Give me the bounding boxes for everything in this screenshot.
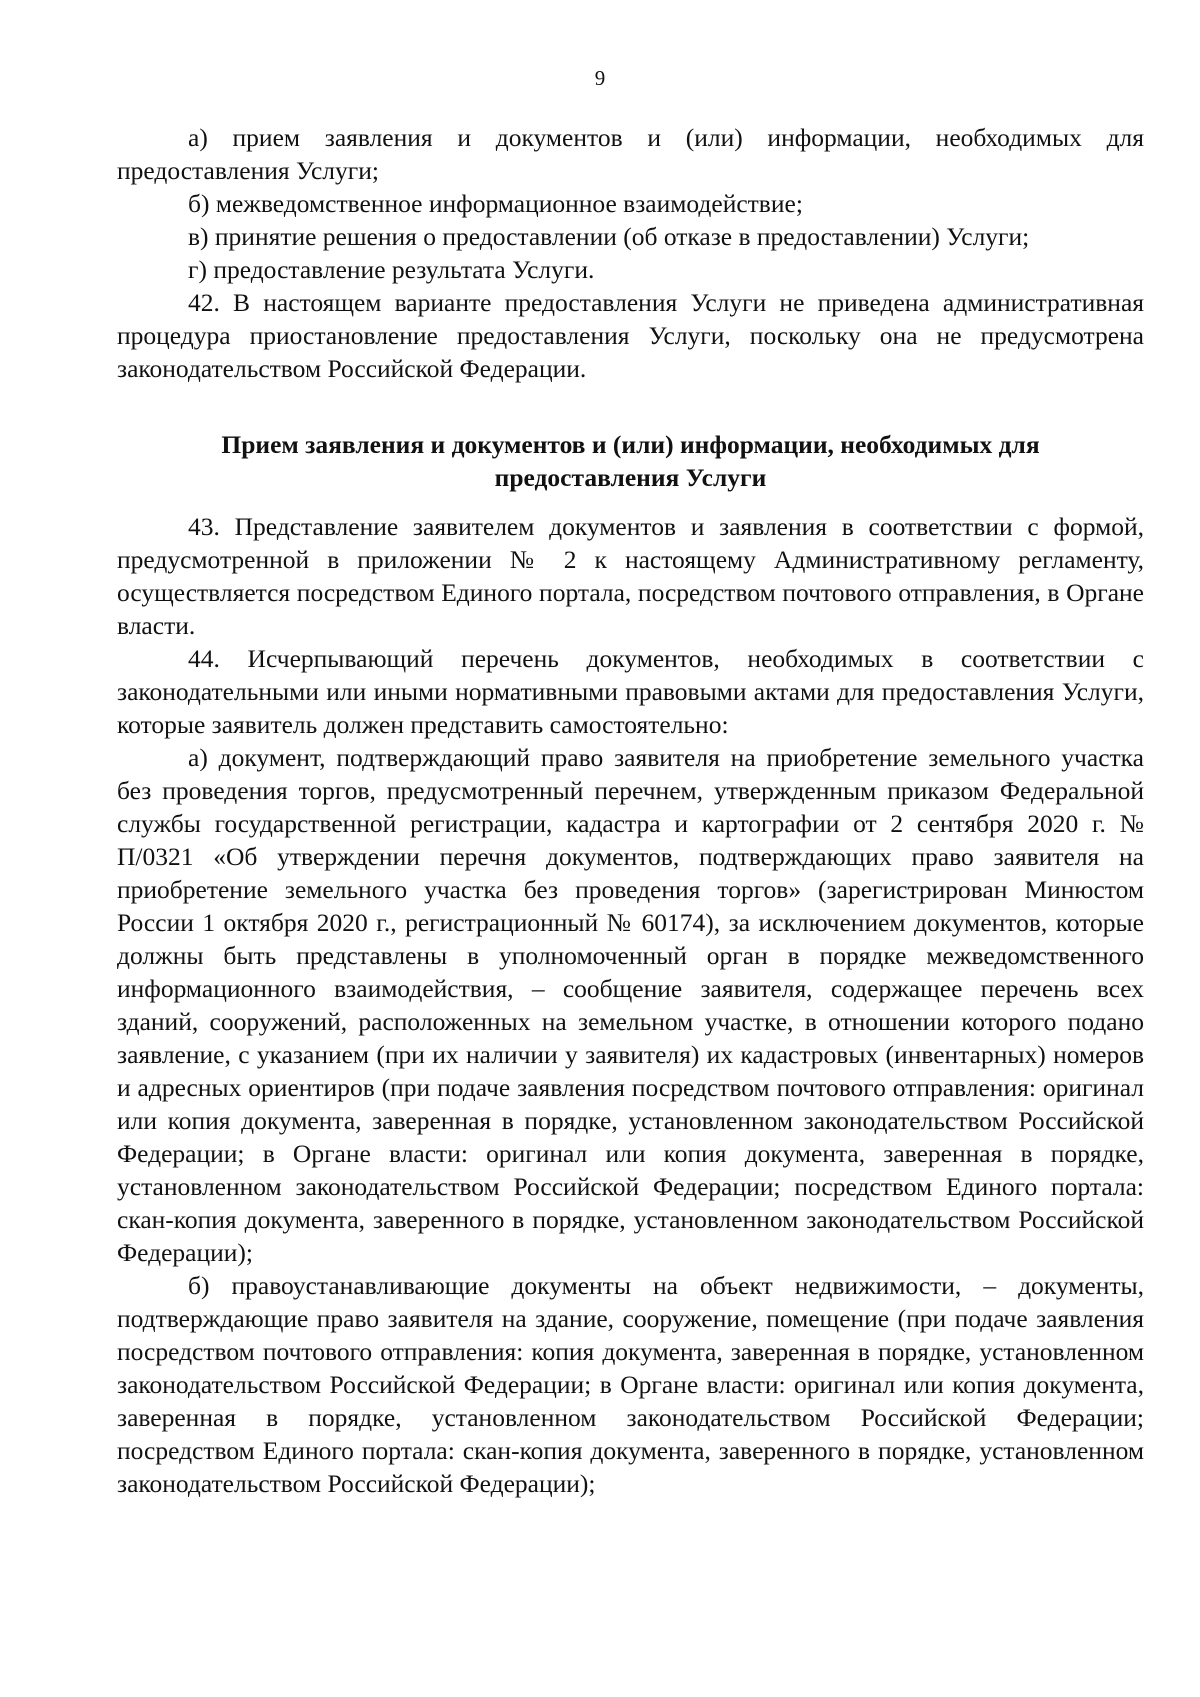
paragraph-item-g: г) предоставление результата Услуги. <box>188 255 595 284</box>
paragraph-item-v: в) принятие решения о предоставлении (об отказе в предоставлении) Услуги; <box>188 222 1030 251</box>
section-heading-line-2: предоставления Услуги <box>494 463 767 492</box>
paragraph-item-a: а) прием заявления и документов и (или) информации, необходимых для предоставления Услуги; <box>117 123 1144 185</box>
paragraph-44-item-b: б) правоустанавливающие документы на объект недвижимости, – документы, подтверждающие право заявителя на здание, сооружение, помещение (при подаче заявления посредством почтового отправления: копия документа, заверенная в порядке, установленном законодательством Российской Федерации; в Органе власти: оригинал или копия документа, заверенная в порядке, установленном законодательством Российской Федерации; посредством Единого портала: скан-копия документа, заверенного в порядке, установленном законодательством Российской Федерации); <box>117 1271 1144 1498</box>
document-body <box>117 121 1144 1500</box>
paragraph-42: 42. В настоящем варианте предоставления Услуги не приведена административная процедура приостановление предоставления Услуги, поскольку она не предусмотрена законодательством Российской Федерации. <box>117 288 1144 383</box>
page-number: 9 <box>594 66 606 90</box>
section-heading <box>117 428 1144 494</box>
paragraph-43: 43. Представление заявителем документов и заявления в соответствии с формой, предусмотренной в приложении № 2 к настоящему Административному регламенту, осуществляется посредством Единого портала, посредством почтового отправления, в Органе власти. <box>117 512 1144 640</box>
paragraph-item-b: б) межведомственное информационное взаимодействие; <box>188 189 803 218</box>
paragraph-44: 44. Исчерпывающий перечень документов, необходимых в соответствии с законодательными или иными нормативными правовыми актами для предоставления Услуги, которые заявитель должен представить самостоятельно: <box>117 644 1144 739</box>
paragraph-44-item-a: а) документ, подтверждающий право заявителя на приобретение земельного участка без проведения торгов, предусмотренный перечнем, утвержденным приказом Федеральной службы государственной регистрации, кадастра и картографии от 2 сентября 2020 г. № П/0321 «Об утверждении перечня документов, подтверждающих право заявителя на приобретение земельного участка без проведения торгов» (зарегистрирован Минюстом России 1 октября 2020 г., регистрационный № 60174), за исключением документов, которые должны быть представлены в уполномоченный орган в порядке межведомственного информационного взаимодействия, – сообщение заявителя, содержащее перечень всех зданий, сооружений, расположенных на земельном участке, в отношении которого подано заявление, с указанием (при их наличии у заявителя) их кадастровых (инвентарных) номеров и адресных ориентиров (при подаче заявления посредством почтового отправления: оригинал или копия документа, заверенная в порядке, установленном законодательством Российской Федерации; в Органе власти: оригинал или копия документа, заверенная в порядке, установленном законодательством Российской Федерации; посредством Единого портала: скан-копия документа, заверенного в порядке, установленном законодательством Российской Федерации); <box>117 743 1144 1267</box>
section-heading-line-1: Прием заявления и документов и (или) информации, необходимых для <box>221 430 1040 459</box>
